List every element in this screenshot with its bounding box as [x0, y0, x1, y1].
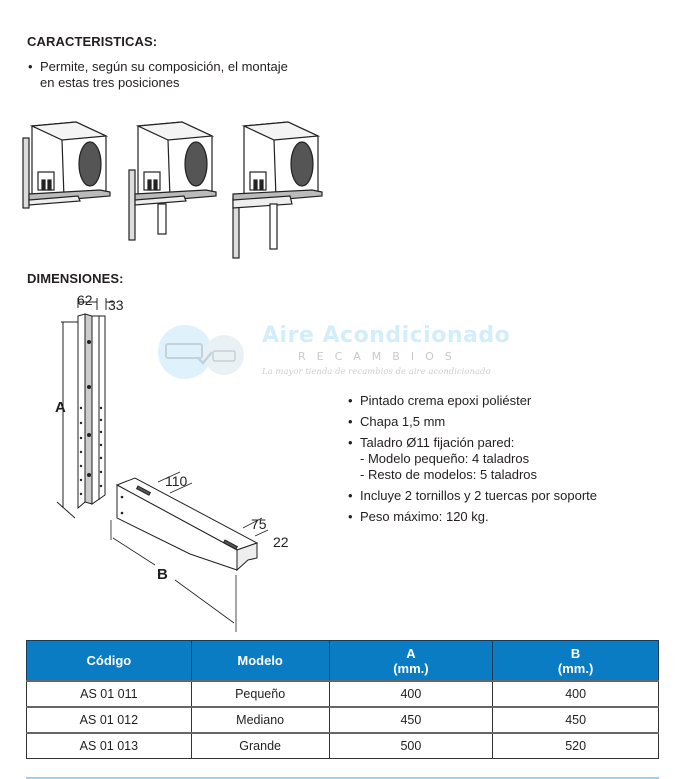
- cell-modelo: Mediano: [191, 707, 329, 733]
- bullet-line-2: en estas tres posiciones: [40, 75, 180, 90]
- table-row: [27, 707, 659, 733]
- watermark-logo-icon: [158, 322, 253, 382]
- cell-codigo: AS 01 013: [27, 733, 192, 759]
- cell-b: 450: [493, 707, 659, 733]
- header-b: B (mm.): [493, 641, 659, 682]
- dim-label-75: 75: [251, 516, 267, 532]
- ac-unit-mount-position-1: [23, 122, 110, 208]
- cell-b: 520: [493, 733, 659, 759]
- feature-item: • Chapa 1,5 mm: [348, 414, 446, 429]
- watermark-title: Aire Acondicionado: [262, 323, 511, 348]
- header-modelo: Modelo: [191, 641, 329, 682]
- cell-a: 450: [329, 707, 493, 733]
- bullet-line-1: Permite, según su composición, el montaje: [40, 59, 288, 74]
- watermark-subtitle: RECAMBIOS: [298, 350, 463, 363]
- dim-label-110: 110: [165, 473, 188, 489]
- dim-label-A: A: [55, 399, 66, 416]
- feature-list: [348, 393, 668, 525]
- spec-table: [26, 640, 659, 759]
- cell-codigo: AS 01 012: [27, 707, 192, 733]
- cell-a: 400: [329, 681, 493, 707]
- feature-item: • Taladro Ø11 fijación pared:: [348, 435, 515, 450]
- table-row: [27, 733, 659, 759]
- feature-item: • Pintado crema epoxi poliéster: [348, 393, 532, 408]
- table-header-row: [27, 641, 659, 682]
- bullet-icon: •: [348, 488, 353, 503]
- cell-a: 500: [329, 733, 493, 759]
- table-row: [27, 681, 659, 707]
- ac-unit-mount-position-2: [129, 122, 216, 240]
- feature-subitem: - Resto de modelos: 5 taladros: [360, 467, 538, 482]
- header-a: A (mm.): [329, 641, 493, 682]
- caracteristicas-heading: CARACTERISTICAS:: [27, 34, 158, 49]
- bullet-icon: •: [348, 414, 353, 429]
- bullet-icon: •: [348, 393, 353, 408]
- mounting-illustrations: [18, 108, 348, 268]
- dim-label-22: 22: [273, 534, 289, 550]
- cell-modelo: Grande: [191, 733, 329, 759]
- watermark: [158, 320, 578, 384]
- dim-label-B: B: [157, 566, 168, 583]
- cell-modelo: Pequeño: [191, 681, 329, 707]
- feature-subitem: - Modelo pequeño: 4 taladros: [360, 451, 530, 466]
- feature-item: • Peso máximo: 120 kg.: [348, 509, 489, 524]
- ac-unit-mount-position-3: [233, 122, 322, 258]
- caracteristicas-bullet: [28, 59, 288, 91]
- dimensiones-heading: DIMENSIONES:: [27, 271, 124, 286]
- bullet-icon: •: [348, 509, 353, 524]
- feature-item: • Incluye 2 tornillos y 2 tuercas por soporte: [348, 488, 598, 503]
- header-codigo: Código: [27, 641, 192, 682]
- bullet-icon: •: [348, 435, 353, 450]
- watermark-tagline: La mayor tienda de recambios de aire acondicionado: [262, 367, 491, 377]
- dim-label-33: 33: [108, 297, 124, 313]
- bullet-icon: •: [28, 59, 33, 74]
- cell-codigo: AS 01 011: [27, 681, 192, 707]
- dim-label-62: 62: [77, 292, 93, 308]
- cell-b: 400: [493, 681, 659, 707]
- horizontal-bracket-drawing: [90, 460, 310, 640]
